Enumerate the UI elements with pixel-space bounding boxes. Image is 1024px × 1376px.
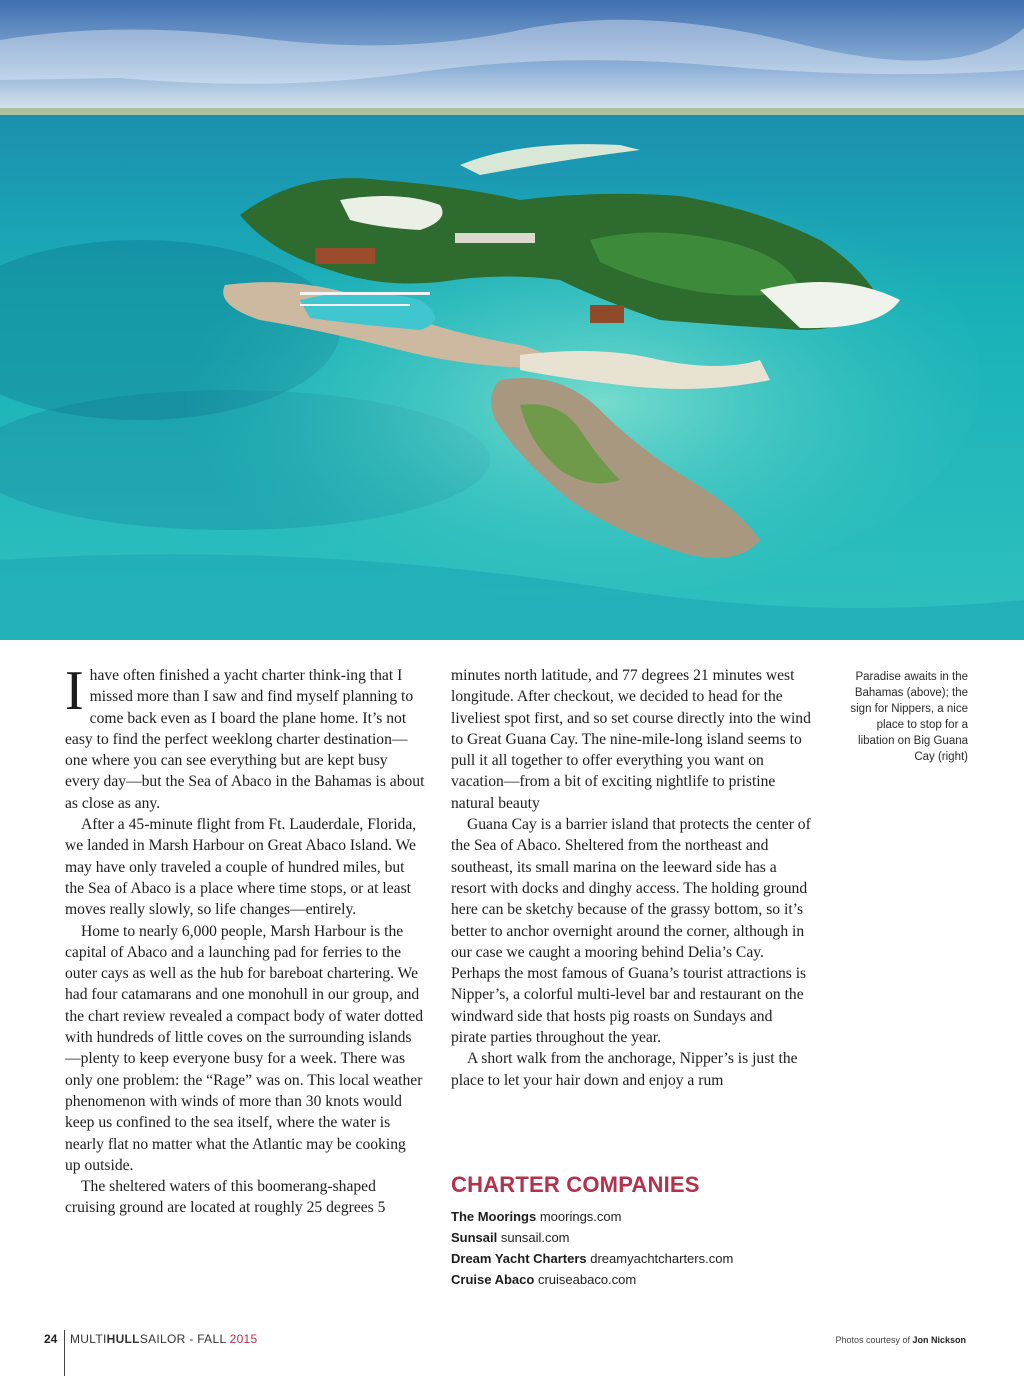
paragraph: After a 45-minute flight from Ft. Lauderdale, Florida, we landed in Marsh Harbour on Great Abaco Island. We may have only traveled a couple of hundred miles, but the Sea of Abaco is a place where time stops, or at least moves really slowly, so life changes—entirely. (65, 816, 417, 919)
company-url[interactable]: cruiseabaco.com (537, 1272, 637, 1287)
company-name: Dream Yacht Charters (451, 1251, 587, 1266)
company-item (451, 1206, 851, 1227)
company-item (451, 1227, 851, 1248)
paragraph: Ihave often finished a yacht charter think-ing that I missed more than I saw and find myself planning to come back even as I board the plane home. It’s not easy to find the perfect weeklong charter destination—one where you can see everything but are kept busy every day—but the Sea of Abaco in the Bahamas is about as close as any. (65, 660, 425, 812)
company-url[interactable]: sunsail.com (500, 1230, 570, 1245)
article-column-2 (451, 665, 811, 1091)
article-column-1 (65, 660, 425, 1219)
charter-companies-box (451, 1172, 851, 1290)
company-url[interactable]: dreamyachtcharters.com (590, 1251, 734, 1266)
paragraph: Home to nearly 6,000 people, Marsh Harbour is the capital of Abaco and a launching pad for ferries to the outer cays as well as the hub for bareboat chartering. We had four catamarans and one monohull in our group, and the chart review revealed a compact body of water dotted with hundreds of little coves on the surrounding islands—plenty to keep everyone busy for a week. There was only one problem: the “Rage” was on. This local weather phenomenon with winds of more than 30 knots would keep us confined to the sea itself, where the water is nearly flat no matter what the Atlantic may be cooking up outside. (65, 922, 424, 1174)
hero-photo (0, 0, 1024, 640)
photo-caption: Paradise awaits in the Bahamas (above); the sign for Nippers, a nice place to stop for a libation on Big Guana Cay (right) (850, 671, 968, 763)
company-name: Cruise Abaco (451, 1272, 535, 1287)
company-name: The Moorings (451, 1209, 537, 1224)
paragraph: A short walk from the anchorage, Nipper’s is just the place to let your hair down and enjoy a rum (451, 1050, 798, 1089)
company-item (451, 1269, 851, 1290)
footer-divider (64, 1330, 65, 1376)
paragraph: minutes north latitude, and 77 degrees 21 minutes west longitude. After checkout, we decided to head for the liveliest spot first, and so set course directly into the wind to Great Guana Cay. The nine-mile-long island seems to pull it all together to offer everything you want on vacation—from a bit of exciting nightlife to pristine natural beauty (451, 667, 811, 812)
drop-cap: I (65, 660, 84, 722)
company-item (451, 1248, 851, 1269)
page-number: 24 (44, 1332, 58, 1346)
photo-credit: Photos courtesy of Jon Nickson (835, 1335, 966, 1345)
paragraph: Guana Cay is a barrier island that protects the center of the Sea of Abaco. Sheltered from the northeast and southeast, its small marina on the leeward side has a resort with docks and dinghy access. The holding ground here can be sketchy because of the grassy bottom, so it’s better to anchor overnight around the corner, although in our case we caught a mooring behind Delia’s Cay. Perhaps the most famous of Guana’s tourist attractions is Nipper’s, a colorful multi-level bar and restaurant on the windward side that hosts pig roasts on Sundays and pirate parties throughout the year. (451, 816, 811, 1047)
paragraph: The sheltered waters of this boomerang-shaped cruising ground are located at roughly 25 degrees 5 (65, 1178, 386, 1217)
page-footer (0, 1328, 1024, 1376)
charter-title: CHARTER COMPANIES (451, 1172, 700, 1197)
magazine-title: MULTIHULLSAILOR - FALL 2015 (70, 1332, 258, 1346)
company-url[interactable]: moorings.com (539, 1209, 622, 1224)
company-name: Sunsail (451, 1230, 498, 1245)
